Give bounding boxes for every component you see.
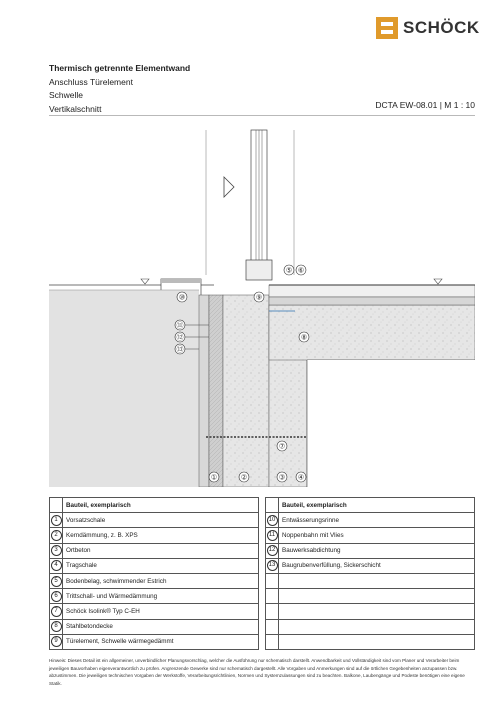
callout-11 [175,320,185,330]
svg-text:⑤: ⑤ [285,267,293,275]
callout-12 [175,332,185,342]
disclaimer-note: Hinweis: Dieses Detail ist ein allgemeiner, unverbindlicher Planungsvorschlag, welcher die Ausführung nur schematisch darstellt. Anwendbarkeit und Vollständigkeit sind vom Planer und Verarbeiter beim jeweiligen Bauvorhaben eigenverantwortlich zu prüfen. Angrenzende Gewerke sind nur schematisch dargestellt. Alle Vorgaben und Anmerkungen sind auf die örtlichen Gegebenheiten anzupassen bzw. abzustimmen. Die jeweiligen technischen Vorgaben der Werkstoffe, Verarbeitungsrichtlinien, Normen und Systemzulassungen sind zu beachten. Balkone, Laubengänge und Podeste benötigen eine eigene Statik. [49,658,465,686]
schoeck-logo [376,17,480,39]
level-marker-icon [434,279,442,284]
svg-text:④: ④ [297,474,305,482]
svg-text:⑨: ⑨ [255,294,263,302]
callout-13 [175,344,185,354]
legend-header-row [50,498,475,513]
svg-text:⑩: ⑩ [178,294,186,302]
svg-text:②: ② [240,474,248,482]
callout-3 [277,472,287,482]
subtitle-section: Vertikalschnitt [49,103,102,114]
legend-row: 8 Stahlbetondecke [50,619,475,634]
legend-row: 9 Türelement, Schwelle wärmegedämmt [50,634,475,649]
legend-table [49,497,475,650]
svg-text:⑫: ⑫ [176,334,184,342]
legend-row: 2 Kerndämmung, z. B. XPS 11 Noppenbahn mit Vlies [50,528,475,543]
door-direction-arrow-icon [224,177,234,197]
callout-4 [296,472,306,482]
legend-row: 4 Tragschale 13 Baugrubenverfüllung, Sickerschicht [50,558,475,573]
svg-text:⑥: ⑥ [297,267,305,275]
legend-row: 6 Trittschall- und Wärmedämmung [50,589,475,604]
legend-row: 5 Bodenbelag, schwimmender Estrich [50,573,475,588]
callout-5 [284,265,294,275]
section-drawing [49,115,475,487]
callout-1 [209,472,219,482]
legend-row: 1 Vorsatzschale 10 Entwässerungsrinne [50,513,475,528]
legend-header-left: Bauteil, exemplarisch [63,498,259,513]
legend-row: 7 Schöck Isolink® Typ C-EH [50,604,475,619]
subtitle-threshold: Schwelle [49,90,84,100]
legend-header-right: Bauteil, exemplarisch [279,498,475,513]
level-marker-icon [141,279,149,284]
document-title: Thermisch getrennte Elementwand [49,63,191,73]
callout-8 [299,332,309,342]
legend-row: 3 Ortbeton 12 Bauwerksabdichtung [50,543,475,558]
svg-text:①: ① [210,474,218,482]
svg-text:⑧: ⑧ [300,334,308,342]
callout-9 [254,292,264,302]
subtitle-connection: Anschluss Türelement [49,76,133,87]
callout-10 [177,292,187,302]
logo-text: SCHÖCK [403,18,480,37]
svg-text:⑪: ⑪ [176,322,184,330]
callout-2 [239,472,249,482]
svg-text:③: ③ [278,474,286,482]
document-header [49,62,190,116]
document-reference: DCTA EW-08.01 | M 1 : 10 [375,100,475,110]
callout-7 [277,441,287,451]
logo-mark-icon [376,17,398,39]
callout-6 [296,265,306,275]
svg-text:⑬: ⑬ [176,346,184,354]
svg-text:⑦: ⑦ [278,443,286,451]
